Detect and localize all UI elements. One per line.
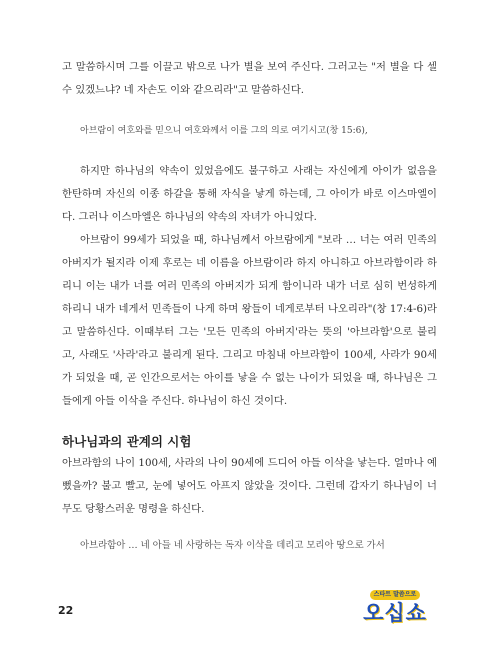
logo-tagline: 스타트 말씀으로 xyxy=(370,590,420,600)
paragraph-2: 하지만 하나님의 약속이 있었음에도 불구하고 사래는 자신에게 아이가 없음을 한탄하며 자신의 이종 하갈을 통해 자식을 낳게 하는데, 그 아이가 바로 이스마엘이다. 그러나 이스마엘은 하나님의 약속의 자녀가 아니었다. xyxy=(62,165,437,223)
section-heading: 하나님과의 관계의 시험 xyxy=(62,434,192,449)
paragraph-4: 아브라함의 나이 100세, 사라의 나이 90세에 드디어 아들 이삭을 낳는다. 얼마나 예뻤을까? 불고 빨고, 눈에 넣어도 아프지 않았을 것이다. 그런데 갑자기 하나님이 너무도 당황스러운 명령을 하신다. xyxy=(62,457,437,515)
paragraph-1: 고 말씀하시며 그를 이끌고 밖으로 나가 별을 보여 주신다. 그러고는 "저 별을 다 셀 수 있겠느냐? 네 자손도 이와 같으리라"고 말씀하신다. xyxy=(62,61,437,96)
logo xyxy=(356,590,434,630)
scripture-quote-2: 아브라함아 … 네 아들 네 사랑하는 독자 이삭을 데리고 모리아 땅으로 가서 xyxy=(80,540,385,551)
scripture-quote-1: 아브람이 여호와를 믿으니 여호와께서 이를 그의 의로 여기시고(창 15:6), xyxy=(80,126,368,136)
logo-wordmark: 오십쇼 xyxy=(363,601,427,625)
paragraph-3: 아브람이 99세가 되었을 때, 하나님께서 아브람에게 "보라 … 너는 여러 민족의 아버지가 될지라 이제 후로는 네 이름을 아브람이라 하지 아니하고 아브라함이라 하리니 이는 내가 너를 여러 민족의 아버지가 되게 함이니라 내가 너로 심히 번성하게 하리니 내가 네게서 민족들이 나게 하며 왕들이 네게로부터 나오리라"(창 17:4-6)라고 말씀하신다. 이때부터 그는 '모든 민족의 아버지'라는 뜻의 '아브라함'으로 불리고, 사래도 '사라'라고 불리게 된다. 그리고 마침내 아브라함이 100세, 사라가 90세가 되었을 때, 곧 인간으로서는 아이를 낳을 수 없는 나이가 되었을 때, 하나님은 그들에게 아들 이삭을 주신다. 하나님이 하신 것이다. xyxy=(62,234,437,407)
page-number: 22 xyxy=(58,604,74,617)
